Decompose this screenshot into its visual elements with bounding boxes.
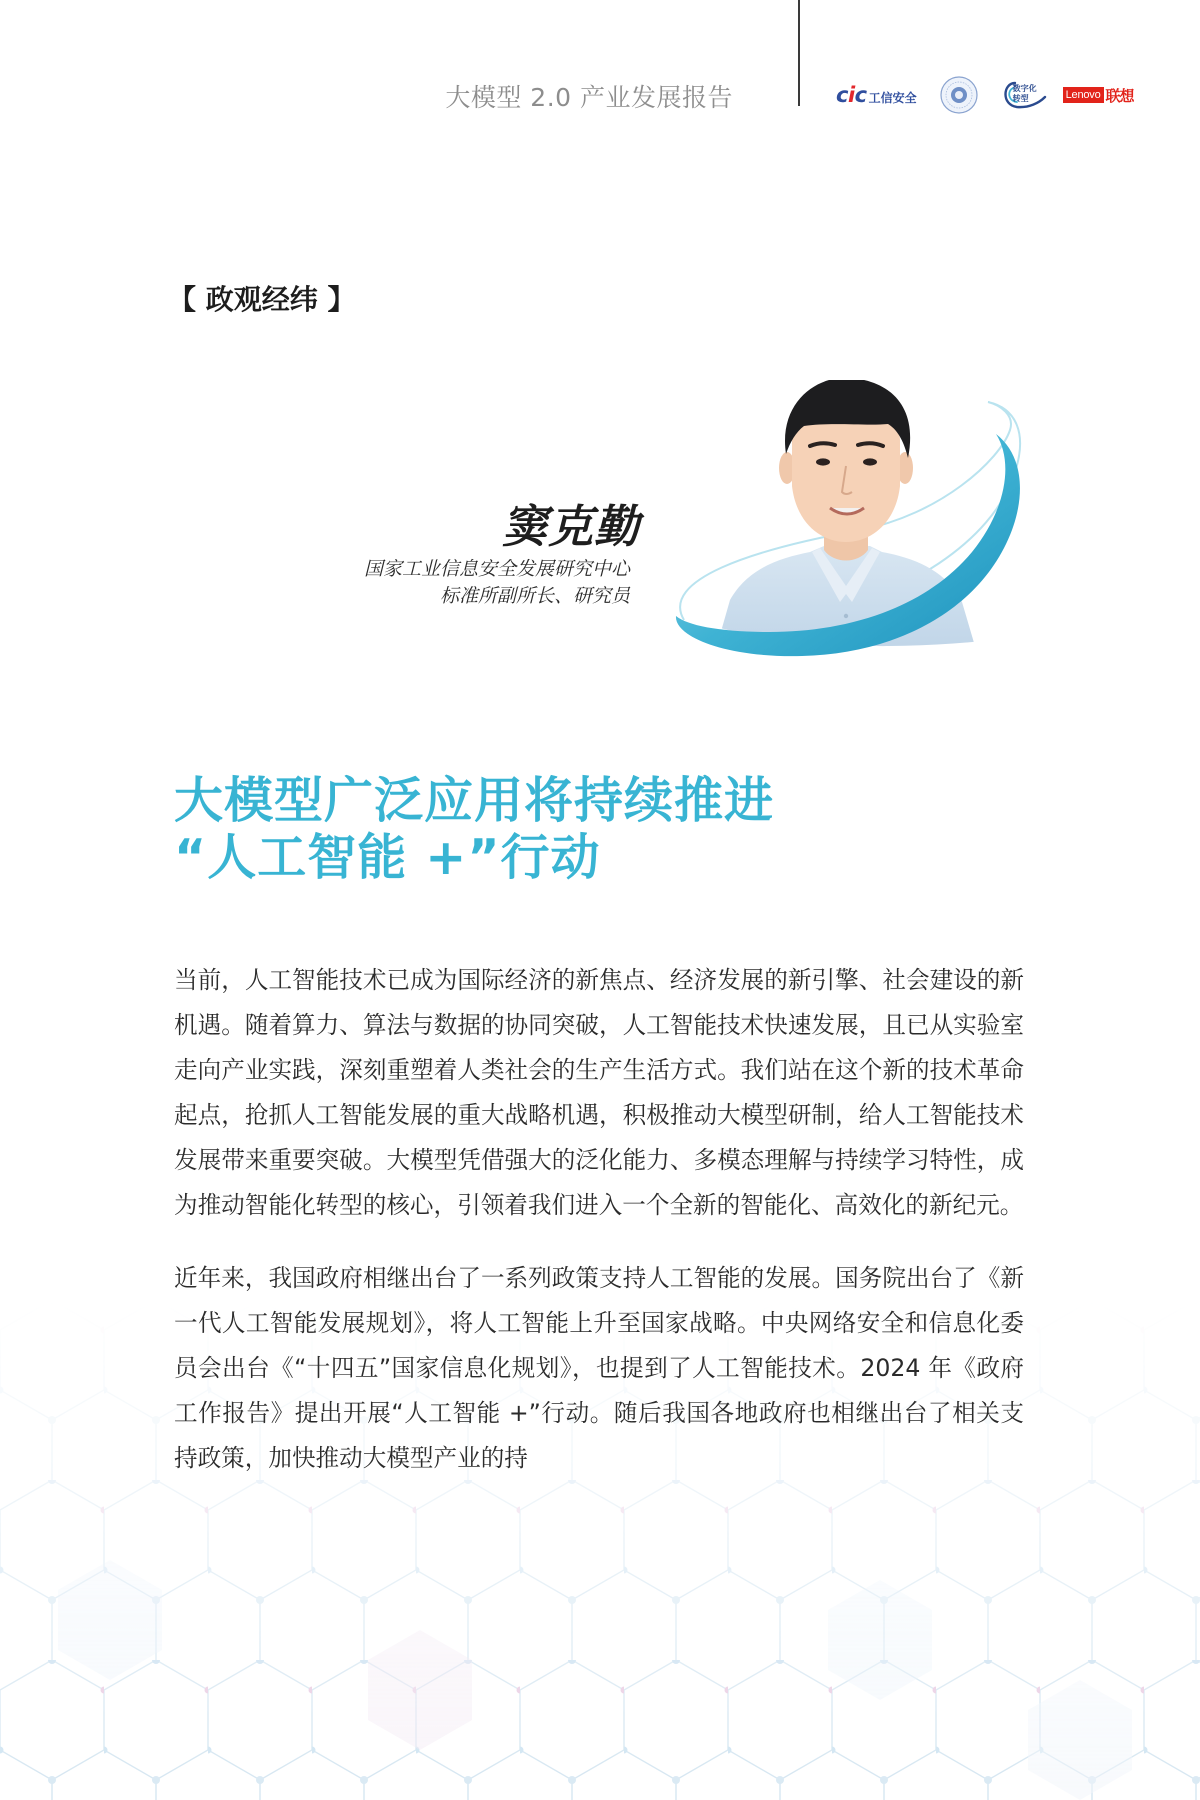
digital-logo-line2: 转型 — [1012, 94, 1029, 103]
author-portrait — [670, 380, 1030, 670]
partner-logos — [836, 74, 1134, 116]
body-paragraph-1: 当前，人工智能技术已成为国际经济的新焦点、经济发展的新引擎、社会建设的新机遇。随着算力、算法与数据的协同突破，人工智能技术快速发展，且已从实验室走向产业实践，深刻重塑着人类社会的生产生活方式。我们站在这个新的技术革命起点，抢抓人工智能发展的重大战略机遇，积极推动大模型研制，给人工智能技术发展带来重要突破。大模型凭借强大的泛化能力、多模态理解与持续学习特性，成为推动智能化转型的核心，引领着我们进入一个全新的智能化、高效化的新纪元。 — [174, 966, 1024, 1219]
author-name: 窦克勤 — [501, 500, 640, 553]
lenovo-logo — [1063, 85, 1134, 106]
lianxiang-logo-text: 联想 — [1105, 86, 1134, 105]
body-paragraph-2: 近年来，我国政府相继出台了一系列政策支持人工智能的发展。国务院出台了《新一代人工智能发展规划》，将人工智能上升至国家战略。中央网络安全和信息化委员会出台《“十四五”国家信息化规划》，也提到了人工智能技术。2024 年《政府工作报告》提出开展“人工智能 +”行动。随后我国各地政府也相继出台了相关支持政策，加快推动大模型产业的持 — [174, 1264, 1024, 1472]
cic-mark-c1: c — [836, 83, 848, 107]
article-title-line2: “人工智能 +”行动 — [174, 829, 601, 886]
digital-transformation-logo — [999, 79, 1049, 111]
author-affiliation — [300, 556, 630, 610]
cic-mark-c2: c — [854, 83, 867, 107]
cic-mark-i: i — [847, 83, 855, 107]
section-tag: 【 政观经纬 】 — [168, 283, 356, 316]
article-title-line1: 大模型广泛应用将持续推进 — [174, 772, 775, 829]
article-body — [174, 958, 1024, 1509]
seal-logo-icon — [939, 75, 979, 115]
cic-logo-mark — [836, 83, 867, 107]
report-title: 大模型 2.0 产业发展报告 — [445, 83, 733, 112]
header-divider — [798, 0, 800, 106]
lenovo-logo-box: Lenovo — [1063, 87, 1104, 103]
digital-logo-line1: 数字化 — [1012, 84, 1037, 93]
cic-logo — [836, 83, 917, 107]
author-affiliation-line1: 国家工业信息安全发展研究中心 — [363, 558, 630, 580]
cic-logo-text: 工信安全 — [868, 91, 917, 105]
digital-logo-text — [1013, 84, 1037, 104]
author-affiliation-line2: 标准所副所长、研究员 — [439, 585, 630, 607]
article-title — [174, 772, 874, 886]
